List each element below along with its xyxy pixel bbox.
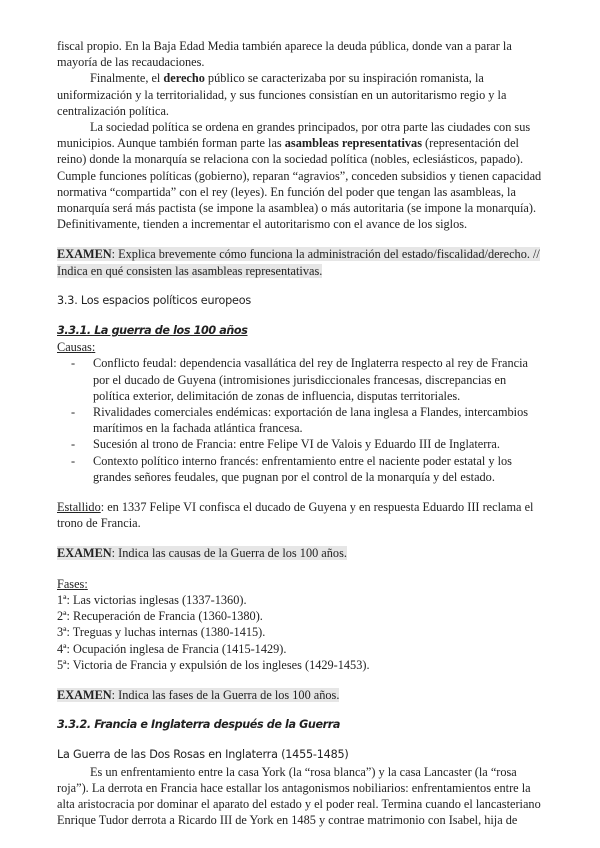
paragraph-fiscal: fiscal propio. En la Baja Edad Media también aparece la deuda pública, donde van a parar la mayoría de las recaudaciones. (57, 39, 512, 70)
subsection-heading-100-anos: 3.3.1. La guerra de los 100 años (57, 324, 248, 338)
text: público se caracterizaba por su inspiración romanista, la uniformización y la territorialidad, y sus funciones consistían en un autoritarismo regio y la centralización política. (57, 71, 507, 118)
list-item: - Conflicto feudal: dependencia vasallática del rey de Inglaterra respecto al rey de Francia por el ducado de Guyena (intromisiones jurisdiccionales francesas, discrepancias en política exterior, delimitación de zonas de influencia, disputas territoriales. (93, 355, 543, 404)
exam-text: : Explica brevemente cómo funciona la administración del estado/fiscalidad/derecho. // Indica en qué consisten las asambleas representativas. (57, 247, 540, 278)
exam-note-1 (57, 246, 543, 278)
list-item: - Contexto político interno francés: enfrentamiento entre el naciente poder estatal y los grandes señores feudales, que pugnan por el control de la monarquía y del estado. (93, 453, 543, 485)
paragraph-estallido (57, 499, 543, 531)
causas-label: Causas: (57, 340, 96, 355)
section-heading: 3.3. Los espacios políticos europeos (57, 293, 251, 307)
paragraph-sociedad-politica (57, 119, 543, 232)
list-item: - Sucesión al trono de Francia: entre Felipe VI de Valois y Eduardo III de Inglaterra. (93, 436, 543, 452)
list-item: 1ª: Las victorias inglesas (1337-1360). (57, 592, 247, 607)
text: Causas (57, 340, 92, 355)
list-item: 4ª: Ocupación inglesa de Francia (1415-1429). (57, 641, 287, 656)
subsection-heading-francia-inglaterra: 3.3.2. Francia e Inglaterra después de la Guerra (57, 718, 341, 732)
exam-text: : Indica las causas de la Guerra de los 100 años. (111, 546, 347, 561)
exam-note-3 (57, 687, 543, 703)
rosas-heading: La Guerra de las Dos Rosas en Inglaterra (1455-1485) (57, 748, 349, 762)
text: : en 1337 Felipe VI confisca el ducado de Guyena y en respuesta Eduardo III reclama el trono de Francia. (57, 500, 534, 531)
paragraph-rosas: Es un enfrentamiento entre la casa York (la “rosa blanca”) y la casa Lancaster (la “rosa roja”). La derrota en Francia hace estallar los antagonismos nobiliarios: enfrentamientos entre la alta aristocracia por dominar el aparato del estado y el poder real. Termina cuando el lancasteriano Enrique Tudor derrota a Ricardo III de York en 1485 y contrae matrimonio con Isabel, hija de (57, 764, 541, 828)
exam-text: : Indica las fases de la Guerra de los 100 años. (111, 687, 340, 702)
exam-note-2 (57, 545, 543, 561)
bold-term-derecho: derecho (163, 71, 205, 86)
text: Fases (57, 576, 85, 591)
text: La sociedad política se ordena en grandes principados, por otra parte las ciudades con sus municipios. Aunque también forman parte las (57, 120, 531, 151)
list-item: 3ª: Treguas y luchas internas (1380-1415). (57, 625, 266, 640)
paragraph-derecho (57, 70, 543, 119)
text: (representación del reino) donde la monarquía se relaciona con la sociedad política (nobles, eclesiásticos, papado). Cumple funciones políticas (gobierno), reparan “agravios”, conceden subsidios y tienen capacidad normativa “compartida” con el rey (leyes). En función del poder que tengan las asambleas, la monarquía será más pactista (se impone la asamblea) o más autoritaria (se impone la monarquía). Definitivamente, tienden a incrementar el autoritarismo con el avance de los siglos. (57, 136, 542, 232)
estallido-label: Estallido (57, 500, 101, 515)
document-page (57, 38, 543, 828)
text: Finalmente, el (90, 71, 164, 86)
causas-list (57, 355, 543, 485)
fases-label: Fases: (57, 576, 88, 591)
exam-label: EXAMEN (57, 687, 112, 702)
list-item: - Rivalidades comerciales endémicas: exportación de lana inglesa a Flandes, intercambios marítimos en la fachada atlántica francesa. (93, 404, 543, 436)
list-item: 5ª: Victoria de Francia y expulsión de los ingleses (1429-1453). (57, 657, 370, 672)
bold-term-asambleas: asambleas representativas (284, 136, 422, 151)
list-item: 2ª: Recuperación de Francia (1360-1380). (57, 609, 263, 624)
exam-label: EXAMEN (57, 546, 112, 561)
exam-label: EXAMEN (57, 247, 112, 262)
